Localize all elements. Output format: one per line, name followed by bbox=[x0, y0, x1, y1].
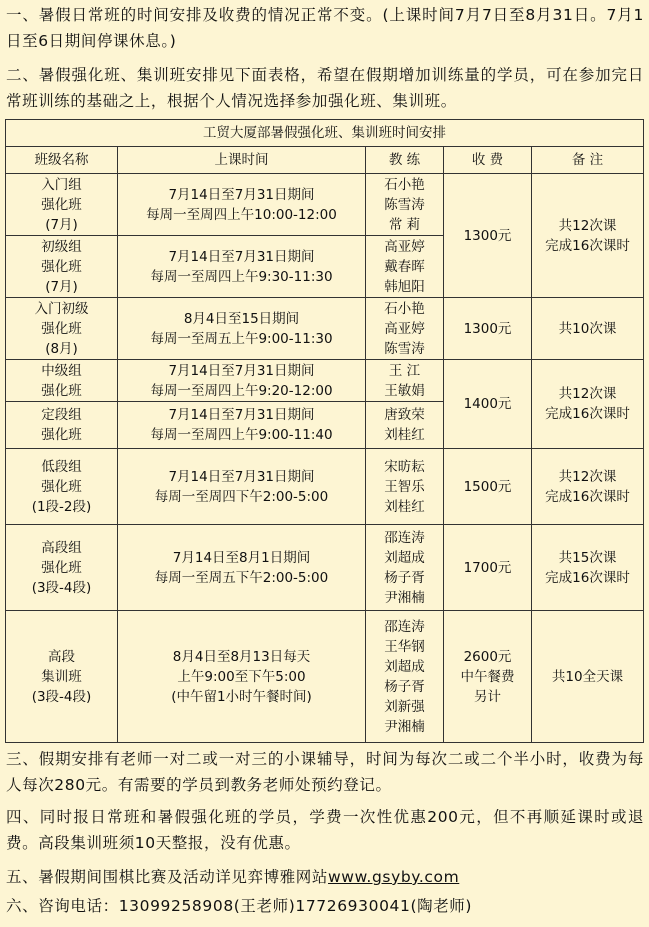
time-cell: 8月4日至8月13日每天 上午9:00至下午5:00 (中午留1小时午餐时间) bbox=[118, 611, 366, 743]
header-note: 备 注 bbox=[532, 147, 644, 174]
table-row bbox=[6, 611, 644, 743]
coach-cell: 石小艳 高亚婷 陈雪涛 bbox=[366, 298, 444, 360]
coach-cell: 邵连涛 王华钢 刘超成 杨子胥 刘新强 尹湘楠 bbox=[366, 611, 444, 743]
header-time: 上课时间 bbox=[118, 147, 366, 174]
class-name-cell: 高段组 强化班 (3段-4段) bbox=[6, 525, 118, 611]
note-cell: 共10次课 bbox=[532, 298, 644, 360]
coach-cell: 王 江 王敏娟 bbox=[366, 360, 444, 402]
paragraph-contact-phone: 六、咨询电话：13099258908(王老师)17726930041(陶老师) bbox=[6, 897, 473, 915]
class-name-cell: 中级组 强化班 bbox=[6, 360, 118, 402]
note-cell: 共12次课 完成16次课时 bbox=[532, 360, 644, 449]
class-name-cell: 入门组 强化班 (7月) bbox=[6, 174, 118, 236]
website-link[interactable]: www.gsyby.com bbox=[328, 868, 460, 886]
coach-cell: 高亚婷 戴春晖 韩旭阳 bbox=[366, 236, 444, 298]
time-cell: 7月14日至7月31日期间 每周一至周四上午10:00-12:00 bbox=[118, 174, 366, 236]
class-name-cell: 定段组 强化班 bbox=[6, 402, 118, 449]
class-name-cell: 初级组 强化班 (7月) bbox=[6, 236, 118, 298]
note-cell: 共12次课 完成16次课时 bbox=[532, 174, 644, 298]
paragraph-daily-class: 一、暑假日常班的时间安排及收费的情况正常不变。(上课时间7月7日至8月31日。7月1日至6日期间停课休息。) bbox=[6, 6, 644, 50]
header-coach: 教 练 bbox=[366, 147, 444, 174]
table-row bbox=[6, 298, 644, 360]
paragraph-tutoring: 三、假期安排有老师一对二或一对三的小课辅导，时间为每次二或二个半小时，收费为每人每次280元。有需要的学员到教务老师处预约登记。 bbox=[6, 750, 644, 794]
coach-cell: 邵连涛 刘超成 杨子胥 尹湘楠 bbox=[366, 525, 444, 611]
paragraph-website bbox=[6, 864, 644, 890]
time-cell: 7月14日至8月1日期间 每周一至周五下午2:00-5:00 bbox=[118, 525, 366, 611]
table-row bbox=[6, 449, 644, 525]
fee-cell: 2600元 中午餐费 另计 bbox=[444, 611, 532, 743]
class-name-cell: 低段组 强化班 (1段-2段) bbox=[6, 449, 118, 525]
paragraph-discount: 四、同时报日常班和暑假强化班的学员，学费一次性优惠200元，但不再顺延课时或退费。高段集训班须10天整报，没有优惠。 bbox=[6, 808, 644, 852]
header-class-name: 班级名称 bbox=[6, 147, 118, 174]
time-cell: 8月4日至15日期间 每周一至周五上午9:00-11:30 bbox=[118, 298, 366, 360]
table-row bbox=[6, 174, 644, 236]
schedule-table bbox=[5, 119, 644, 743]
header-fee: 收 费 bbox=[444, 147, 532, 174]
coach-cell: 宋昉耘 王智乐 刘桂红 bbox=[366, 449, 444, 525]
coach-cell: 石小艳 陈雪涛 常 莉 bbox=[366, 174, 444, 236]
time-cell: 7月14日至7月31日期间 每周一至周四上午9:30-11:30 bbox=[118, 236, 366, 298]
table-row bbox=[6, 525, 644, 611]
note-cell: 共12次课 完成16次课时 bbox=[532, 449, 644, 525]
time-cell: 7月14日至7月31日期间 每周一至周四上午9:20-12:00 bbox=[118, 360, 366, 402]
fee-cell: 1400元 bbox=[444, 360, 532, 449]
coach-cell: 唐致荣 刘桂红 bbox=[366, 402, 444, 449]
website-text: 五、暑假期间围棋比赛及活动详见弈博雅网站 bbox=[6, 868, 329, 886]
note-cell: 共15次课 完成16次课时 bbox=[532, 525, 644, 611]
paragraph-intensive-class: 二、暑假强化班、集训班安排见下面表格，希望在假期增加训练量的学员，可在参加完日常班训练的基础之上，根据个人情况选择参加强化班、集训班。 bbox=[6, 66, 644, 110]
fee-cell: 1500元 bbox=[444, 449, 532, 525]
class-name-cell: 高段 集训班 (3段-4段) bbox=[6, 611, 118, 743]
fee-cell: 1700元 bbox=[444, 525, 532, 611]
table-caption: 工贸大厦部暑假强化班、集训班时间安排 bbox=[6, 120, 644, 147]
time-cell: 7月14日至7月31日期间 每周一至周四上午9:00-11:40 bbox=[118, 402, 366, 449]
time-cell: 7月14日至7月31日期间 每周一至周四下午2:00-5:00 bbox=[118, 449, 366, 525]
fee-cell: 1300元 bbox=[444, 298, 532, 360]
note-cell: 共10全天课 bbox=[532, 611, 644, 743]
table-row bbox=[6, 360, 644, 402]
fee-cell: 1300元 bbox=[444, 174, 532, 298]
class-name-cell: 入门初级 强化班 (8月) bbox=[6, 298, 118, 360]
